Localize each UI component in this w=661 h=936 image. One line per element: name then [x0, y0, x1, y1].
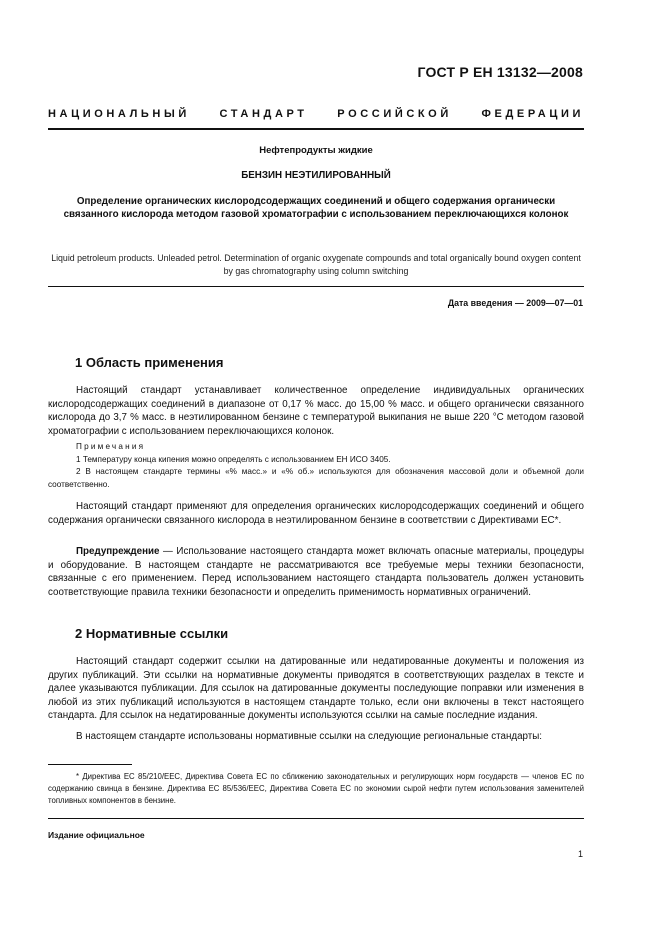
warning-text: — Использование настоящего стандарта может включать опасные материалы, процедуры и оборудование. В настоящем стандарте не рассматриваются все требуемые меры техники безопасности, связанные с его применением. Перед использованием настоящего стандарта пользователь должен установить соответствующие правила техники безопасности и определить применимость нормативных ограничений.	[48, 546, 584, 598]
paragraph-2-text: Настоящий стандарт применяют для определения органических кислородсодержащих соединений и общего содержания органически связанного кислорода в неэтилированном бензине в соответствии с Директивами ЕС	[48, 501, 584, 526]
section-1-heading: 1 Область применения	[75, 355, 224, 370]
document-description: Определение органических кислородсодержащих соединений и общего содержания органически связанного кислорода методом газовой хроматографии с использованием переключающихся колонок	[63, 196, 569, 220]
footnote-mark: *.	[554, 514, 562, 526]
section-2-heading: 2 Нормативные ссылки	[75, 626, 229, 641]
footnote-separator	[48, 764, 132, 765]
notes-block	[48, 441, 584, 491]
page-number: 1	[577, 849, 583, 859]
introduction-date: Дата введения — 2009—07—01	[447, 298, 583, 308]
warning-label: Предупреждение	[76, 546, 160, 557]
english-title: Liquid petroleum products. Unleaded petrol. Determination of organic oxygenate compounds and total organically bound oxygen content by gas chromatography using column switching	[51, 253, 581, 276]
section-1-paragraph-2	[48, 500, 584, 527]
footnote: * Директива ЕС 85/210/ЕЕС, Директива Совета ЕС по сближению законодательных и регулирующих норм государств — членов ЕС по содержанию свинца в бензине. Директива ЕС 85/536/ЕЕС, Директива Совета ЕС по экономии сырой нефти путем использования заменителей топливных компонентов в бензине.	[48, 772, 584, 805]
document-title: БЕНЗИН НЕЭТИЛИРОВАННЫЙ	[241, 170, 391, 181]
notes-title: Примечания	[76, 442, 146, 451]
section-1-paragraph-1: Настоящий стандарт устанавливает количественное определение индивидуальных органических кислородсодержащих соединений в диапазоне от 0,17 % масс. до 15,00 % масс. и общего органически связанного кислорода до 3,7 % масс. в неэтилированном бензине с температурой выкипания не выше 220 °С методом газовой хроматографии с использованием переключающихся колонок.	[48, 385, 584, 437]
note-2: 2 В настоящем стандарте термины «% масс.» и «% об.» используются для обозначения массовой доли и объемной доли соответственно.	[48, 467, 584, 489]
section-2-paragraph-2: В настоящем стандарте использованы нормативные ссылки на следующие региональные стандарты:	[76, 731, 543, 742]
national-standard-banner: НАЦИОНАЛЬНЫЙ СТАНДАРТ РОССИЙСКОЙ ФЕДЕРАЦИИ	[48, 108, 584, 120]
header-rule	[48, 128, 584, 130]
section-2-paragraph-1: Настоящий стандарт содержит ссылки на датированные или недатированные документы и положения из других публикаций. Эти ссылки на нормативные документы приводятся в соответствующих разделах в тексте и далее указываются публикации. Для ссылок на датированные документы последующие поправки или изменения в любой из этих публикаций используются в настоящем стандарте только, если они включены в текст настоящего стандарта. Для ссылок на недатированные документы используются ссылки на самые последние издания.	[48, 656, 584, 721]
edition-label: Издание официальное	[48, 830, 145, 840]
title-rule	[48, 286, 584, 287]
note-1: 1 Температуру конца кипения можно определять с использованием ЕН ИСО 3405.	[76, 454, 391, 464]
warning-paragraph	[48, 545, 584, 599]
footer-rule	[48, 818, 584, 819]
document-subtitle: Нефтепродукты жидкие	[259, 145, 373, 156]
standard-code: ГОСТ Р ЕН 13132—2008	[417, 64, 583, 80]
